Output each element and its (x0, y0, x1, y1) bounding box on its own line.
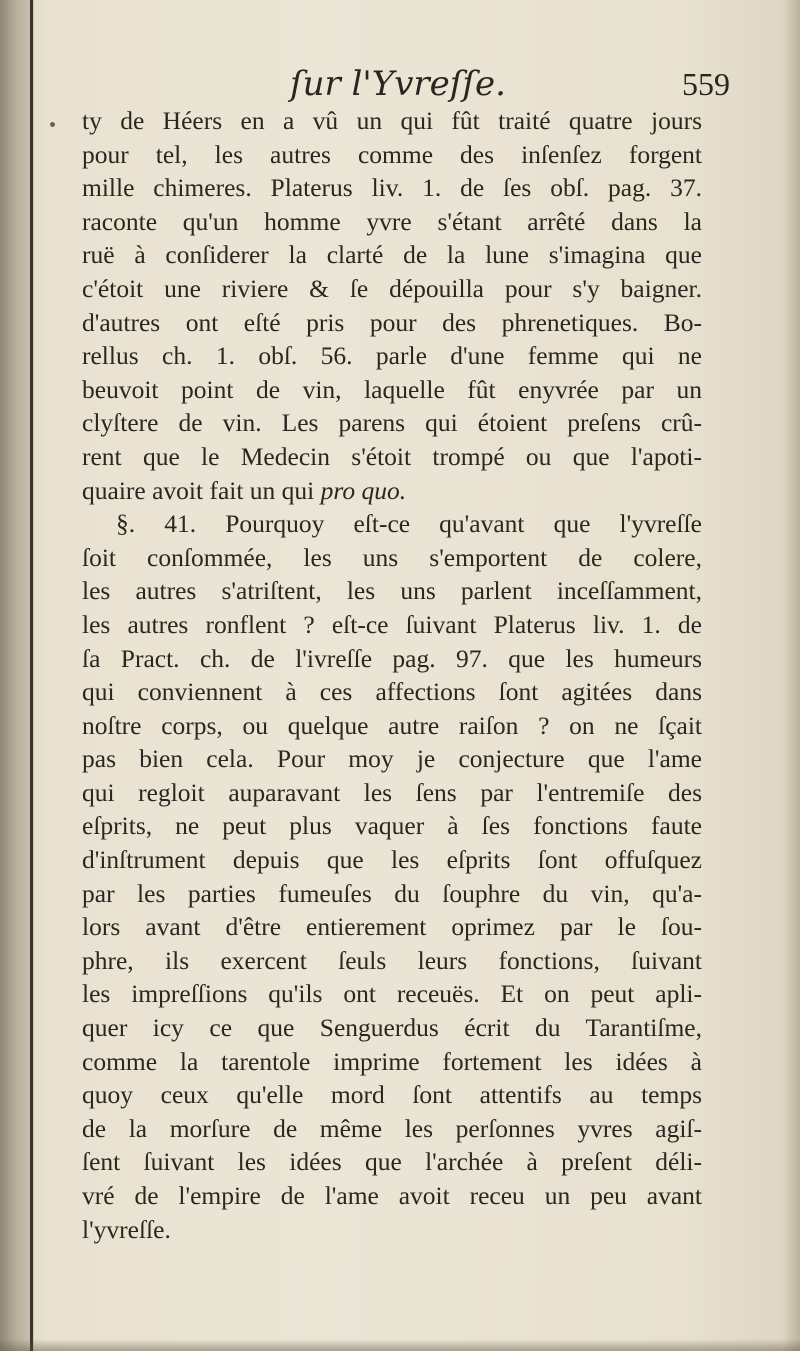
text-line: les autres ronflent ? eſt-ce ſuivant Platerus liv. 1. de (82, 609, 702, 639)
text-line: d'autres ont eſté pris pour des phrenetiques. Bo- (82, 307, 702, 337)
page-bottom-edge (0, 1339, 800, 1351)
text-line: rent que le Medecin s'étoit trompé ou que l'apoti- (82, 441, 702, 471)
text-line: eſprits, ne peut plus vaquer à ſes fonctions faute (82, 811, 702, 841)
running-title: ſur l'Yvreſſe. (290, 64, 506, 104)
book-gutter (0, 0, 34, 1351)
text-segment: quaire avoit fait un qui (82, 475, 315, 505)
text-line: pas bien cela. Pour moy je conjecture que l'ame (82, 744, 702, 774)
page-right-edge (782, 0, 800, 1351)
text-line: mille chimeres. Platerus liv. 1. de ſes obſ. pag. 37. (82, 173, 702, 203)
text-line: c'étoit une riviere & ſe dépouilla pour s'y baigner. (82, 273, 702, 303)
text-line: phre, ils exercent ſeuls leurs fonctions, ſuivant (82, 945, 702, 975)
text-line: noſtre corps, ou quelque autre raiſon ? on ne ſçait (82, 710, 702, 740)
text-line: les impreſſions qu'ils ont receuës. Et on peut apli- (82, 979, 702, 1009)
text-line: d'inſtrument depuis que les eſprits ſont offuſquez (82, 845, 702, 875)
text-line: ſa Pract. ch. de l'ivreſſe pag. 97. que les humeurs (82, 643, 702, 673)
text-line: rellus ch. 1. obſ. 56. parle d'une femme qui ne (82, 341, 702, 371)
paragraph-start-line: §. 41. Pourquoy eſt-ce qu'avant que l'yvreſſe (116, 509, 702, 539)
text-line: ty de Héers en a vû un qui fût traité quatre jours (82, 106, 702, 135)
text-line: beuvoit point de vin, laquelle fût enyvrée par un (82, 374, 702, 404)
body-text (82, 104, 702, 1246)
text-line: quoy ceux qu'elle mord ſont attentifs au temps (82, 1080, 702, 1110)
text-line: ſoit conſommée, les uns s'emportent de colere, (82, 542, 702, 572)
text-line: raconte qu'un homme yvre s'étant arrêté dans la (82, 206, 702, 236)
text-line: de la morſure de même les perſonnes yvres agiſ- (82, 1113, 702, 1143)
text-line: comme la tarentole imprime fortement les idées à (82, 1046, 702, 1076)
italic-phrase: pro quo. (320, 475, 407, 505)
text-line-with-italic (82, 474, 702, 508)
text-line: pour tel, les autres comme des inſenſez forgent (82, 139, 702, 169)
gutter-shadow-line (30, 0, 33, 1351)
text-line: ſent ſuivant les idées que l'archée à preſent déli- (82, 1147, 702, 1177)
text-line: par les parties fumeuſes du ſouphre du vin, qu'a- (82, 878, 702, 908)
text-line: clyſtere de vin. Les parens qui étoient preſens crû- (82, 408, 702, 438)
text-line: quer icy ce que Senguerdus écrit du Tarantiſme, (82, 1013, 702, 1043)
text-line: lors avant d'être entierement oprimez par le ſou- (82, 912, 702, 942)
text-line: qui regloit auparavant les ſens par l'entremiſe des (82, 777, 702, 807)
text-line: vré de l'empire de l'ame avoit receu un peu avant (82, 1181, 702, 1210)
margin-mark (50, 122, 55, 127)
text-line: qui conviennent à ces affections ſont agitées dans (82, 677, 702, 707)
text-line: les autres s'atriſtent, les uns parlent inceſſamment, (82, 576, 702, 606)
page-number: 559 (682, 66, 730, 102)
text-line: ruë à conſiderer la clarté de la lune s'imagina que (82, 240, 702, 270)
text-line: l'yvreſſe. (82, 1214, 171, 1244)
